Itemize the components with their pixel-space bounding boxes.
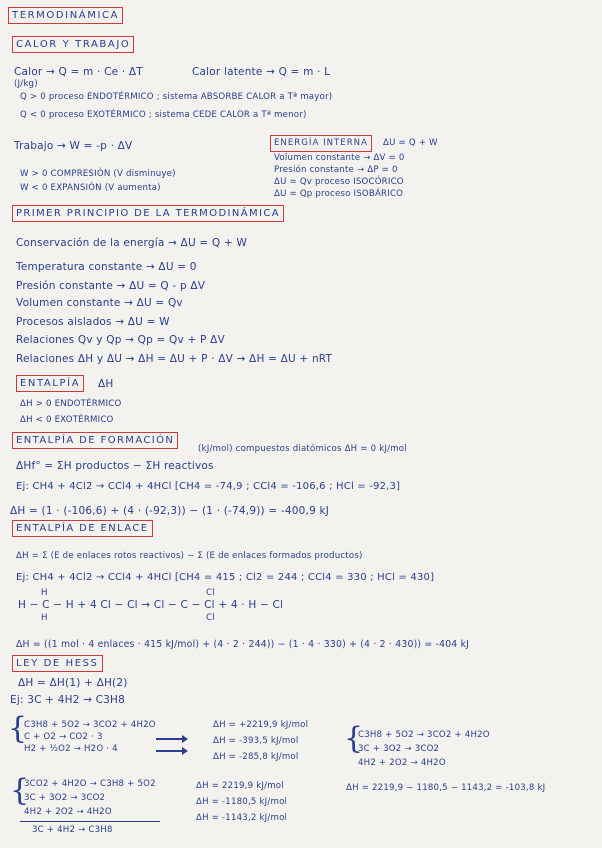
- structure-cl-bottom: Cl: [206, 613, 215, 623]
- hess-scaled-reaction: 4H2 + 2O2 → 4H2O: [358, 758, 446, 768]
- formacion-note: (kJ/mol) compuestos diatómicos ΔH = 0 kJ/mol: [198, 444, 407, 454]
- primer-principio-line: Relaciones Qv y Qp → Qp = Qv + P ΔV: [16, 334, 225, 346]
- formacion-formula: ΔHf° = ΣH productos − ΣH reactivos: [16, 460, 214, 472]
- primer-principio-line: Procesos aislados → ΔU = W: [16, 316, 170, 328]
- structure-h-bottom: H: [41, 613, 48, 623]
- trabajo-formula: Trabajo → W = -p · ΔV: [14, 140, 133, 152]
- hess-sum-reaction: 4H2 + 2O2 → 4H2O: [24, 807, 112, 817]
- section-heading-entalpia-formacion: ENTALPÍA DE FORMACIÓN: [12, 432, 178, 449]
- brace-sum: {: [10, 773, 30, 808]
- primer-principio-line: Temperatura constante → ΔU = 0: [16, 261, 197, 273]
- hess-enthalpy: ΔH = -285,8 kJ/mol: [213, 752, 299, 762]
- section-heading-ley-hess: LEY DE HESS: [12, 655, 103, 672]
- entalpia-endotermico: ΔH > 0 ENDOTÉRMICO: [20, 399, 122, 409]
- section-heading-calor-trabajo: CALOR Y TRABAJO: [12, 36, 134, 53]
- calor-endotermico: Q > 0 proceso ENDOTÉRMICO ; sistema ABSORBE CALOR a Tª mayor): [20, 92, 333, 102]
- hess-formula: ΔH = ΔH(1) + ΔH(2): [18, 677, 128, 689]
- structure-h-top: H: [41, 588, 48, 598]
- entalpia-symbol: ΔH: [98, 378, 114, 390]
- section-heading-entalpia-enlace: ENTALPÍA DE ENLACE: [12, 520, 153, 537]
- hess-sum-reaction: 3CO2 + 4H2O → C3H8 + 5O2: [24, 779, 156, 789]
- formacion-example: Ej: CH4 + 4Cl2 → CCl4 + 4HCl [CH4 = -74,9 ; CCl4 = -106,6 ; HCl = -92,3]: [16, 481, 401, 492]
- section-heading-primer-principio: PRIMER PRINCIPIO DE LA TERMODINÁMICA: [12, 205, 284, 222]
- arrow-icon: [156, 750, 186, 752]
- entalpia-exotermico: ΔH < 0 EXOTÉRMICO: [20, 415, 114, 425]
- energia-interna-line: ΔU = Qv proceso ISOCÓRICO: [274, 177, 404, 187]
- hess-sum-enthalpy: ΔH = -1143,2 kJ/mol: [196, 813, 288, 823]
- primer-principio-line: Conservación de la energía → ΔU = Q + W: [16, 237, 248, 249]
- hess-enthalpy: ΔH = -393,5 kJ/mol: [213, 736, 299, 746]
- hess-sum-enthalpy: ΔH = 2219,9 kJ/mol: [196, 781, 284, 791]
- structure-cl-top: Cl: [206, 588, 215, 598]
- energia-interna-line: Volumen constante → ΔV = 0: [274, 153, 405, 163]
- trabajo-expansion: W < 0 EXPANSIÓN (V aumenta): [20, 183, 161, 193]
- formacion-calculation: ΔH = (1 · (-106,6) + (4 · (-92,3)) − (1 · (-74,9)) = -400,9 kJ: [10, 505, 330, 517]
- enlace-structure: H − C − H + 4 Cl − Cl → Cl − C − Cl + 4 · H − Cl: [18, 599, 284, 611]
- sum-line: [20, 821, 160, 822]
- hess-sum-reaction: 3C + 3O2 → 3CO2: [24, 793, 106, 803]
- enlace-example: Ej: CH4 + 4Cl2 → CCl4 + 4HCl [CH4 = 415 ; Cl2 = 244 ; CCl4 = 330 ; HCl = 430]: [16, 572, 435, 583]
- calor-latente-formula: Calor latente → Q = m · L: [192, 66, 331, 78]
- energia-interna-line: ΔU = Qp proceso ISOBÁRICO: [274, 189, 404, 199]
- hess-reaction: C + O2 → CO2 · 3: [24, 732, 103, 742]
- enlace-formula: ΔH = Σ (E de enlaces rotos reactivos) − Σ (E de enlaces formados productos): [16, 551, 363, 561]
- hess-result: ΔH = 2219,9 − 1180,5 − 1143,2 = -103,8 kJ: [346, 783, 546, 793]
- section-heading-energia-interna: ENERGÍA INTERNA: [270, 135, 372, 152]
- section-heading-entalpia: ENTALPÍA: [16, 375, 84, 392]
- hess-sum-result: 3C + 4H2 → C3H8: [32, 825, 113, 835]
- calor-exotermico: Q < 0 proceso EXOTÉRMICO ; sistema CEDE CALOR a Tª menor): [20, 110, 307, 120]
- calor-unit: (J/kg): [14, 79, 38, 89]
- primer-principio-line: Presión constante → ΔU = Q - p ΔV: [16, 280, 206, 292]
- primer-principio-line: Relaciones ΔH y ΔU → ΔH = ΔU + P · ΔV → ΔH = ΔU + nRT: [16, 353, 333, 365]
- primer-principio-line: Volumen constante → ΔU = Qv: [16, 297, 183, 309]
- energia-interna-formula: ΔU = Q + W: [383, 138, 438, 148]
- hess-scaled-reaction: C3H8 + 5O2 → 3CO2 + 4H2O: [358, 730, 490, 740]
- hess-example: Ej: 3C + 4H2 → C3H8: [10, 694, 126, 706]
- arrow-icon: [156, 738, 186, 740]
- brace-scaled: {: [344, 721, 364, 756]
- hess-reaction: C3H8 + 5O2 → 3CO2 + 4H2O: [24, 720, 156, 730]
- hess-scaled-reaction: 3C + 3O2 → 3CO2: [358, 744, 440, 754]
- trabajo-compresion: W > 0 COMPRESIÓN (V disminuye): [20, 169, 176, 179]
- energia-interna-line: Presión constante → ΔP = 0: [274, 165, 398, 175]
- enlace-calculation: ΔH = ((1 mol · 4 enlaces · 415 kJ/mol) + (4 · 2 · 244)) − (1 · 4 · 330) + (4 · 2 · 430)) = -404 kJ: [16, 639, 470, 650]
- page-title: TERMODINÁMICA: [8, 7, 123, 24]
- calor-formula: Calor → Q = m · Ce · ΔT: [14, 66, 143, 78]
- hess-enthalpy: ΔH = +2219,9 kJ/mol: [213, 720, 309, 730]
- brace-reactions: {: [8, 711, 28, 746]
- hess-sum-enthalpy: ΔH = -1180,5 kJ/mol: [196, 797, 288, 807]
- hess-reaction: H2 + ½O2 → H2O · 4: [24, 744, 118, 754]
